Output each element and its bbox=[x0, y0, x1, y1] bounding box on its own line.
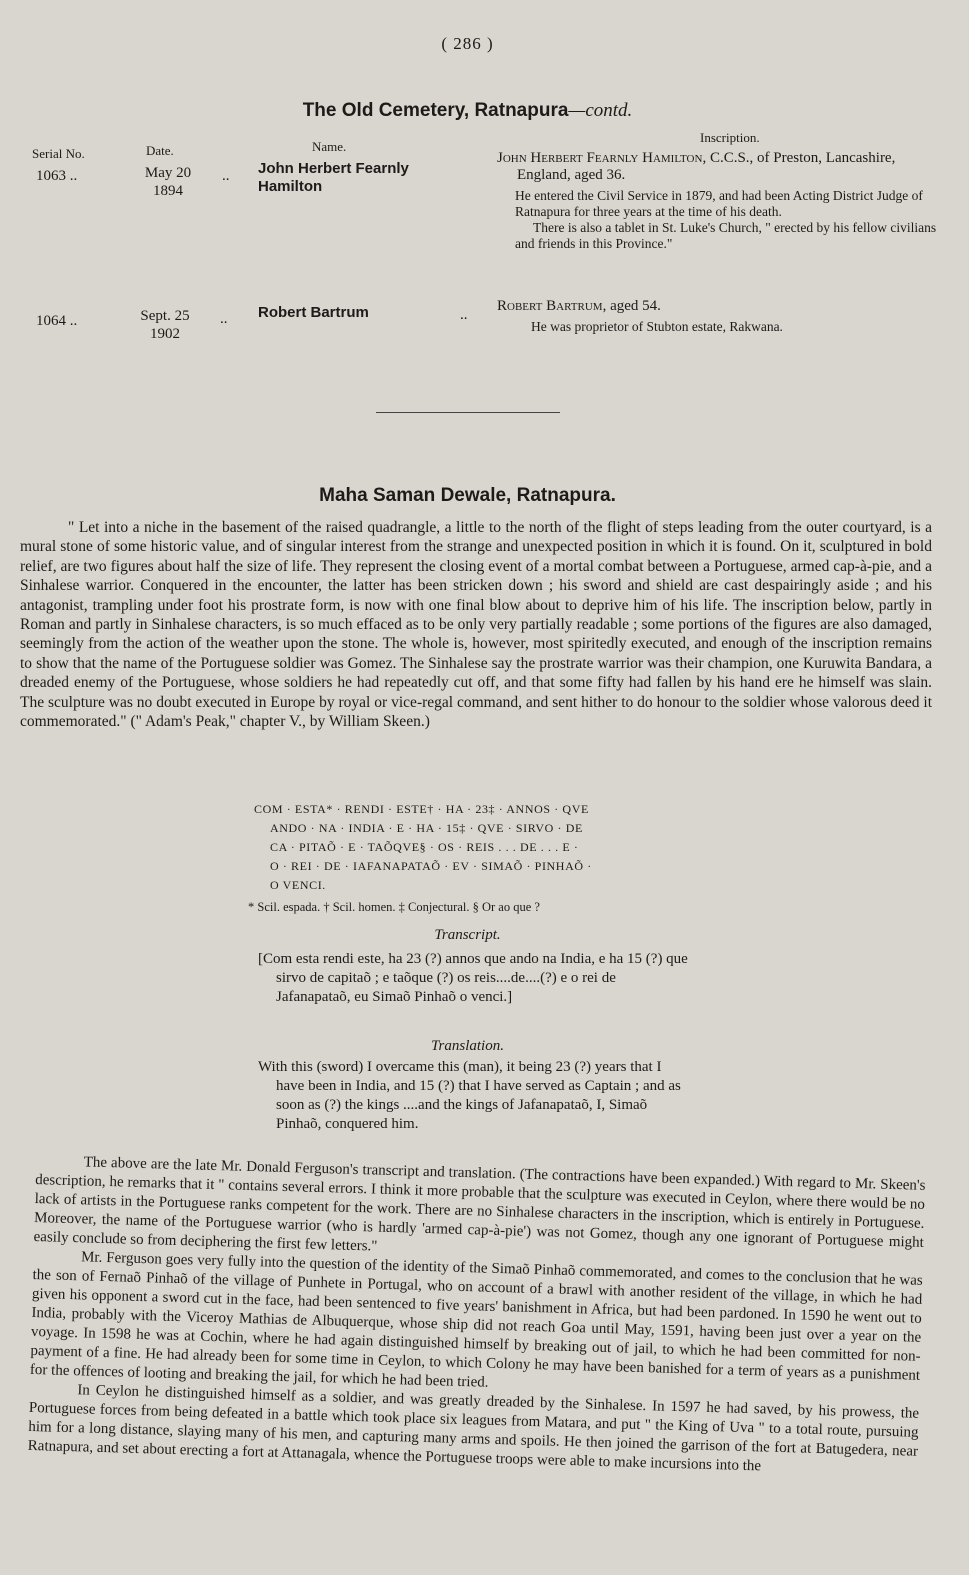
cemetery-title-suffix: —contd. bbox=[568, 100, 633, 121]
entry-inscription: John Herbert Fearnly Hamilton, C.C.S., of Preston, Lancashire, England, aged 36. He entered the Civil Service in 1879, and had been Acting District Judge of Ratnapura for three years at the time of his death. There is also a tablet in St. Luke's Church, " erected by his fellow civilians and friends in this Province." bbox=[497, 150, 937, 251]
col-name-header: Name. bbox=[312, 139, 347, 154]
transcript-heading: Transcript. bbox=[434, 927, 501, 943]
translation-text: With this (sword) I overcame this (man), it being 23 (?) years that I have been in India, and 15 (?) that I have served as Captain ; and as soon as (?) the kings ....and the kings of Jafanapataõ, I, Simaõ Pinhaõ, conquered him. bbox=[258, 1059, 681, 1132]
inscription-footnotes: * Scil. espada. † Scil. homen. ‡ Conjectural. § Or ao que ? bbox=[248, 900, 540, 914]
stone-inscription: COM · ESTA* · RENDI · ESTE† · HA · 23‡ · ANNOS · QVE ANDO · NA · INDIA · E · HA · 15‡ · QVE · SIRVO · DE CA · PITAÕ · E · TAÕQVE§ · OS · REIS . . . DE . . . E · O · REI · DE · IAFANAPATAÕ · EV · SIMAÕ · PINHAÕ · O VENCI. bbox=[254, 802, 592, 892]
dewale-heading: Maha Saman Dewale, Ratnapura. bbox=[319, 485, 616, 506]
col-date-header: Date. bbox=[146, 143, 174, 158]
section-divider bbox=[376, 412, 560, 413]
entry-name-dots: .. bbox=[460, 307, 468, 323]
entry-name: Robert Bartrum bbox=[258, 304, 369, 321]
entry-date: May 20 1894 bbox=[144, 165, 192, 199]
entry-date: Sept. 25 1902 bbox=[140, 308, 190, 342]
page-number: ( 286 ) bbox=[441, 34, 494, 53]
cemetery-title: The Old Cemetery, Ratnapura bbox=[302, 100, 569, 121]
entry-serial: 1064 .. bbox=[36, 313, 78, 329]
col-serial-header: Serial No. bbox=[32, 146, 85, 161]
entry-date-dots: .. bbox=[220, 311, 228, 327]
entry-name: John Herbert Fearnly Hamilton bbox=[258, 160, 409, 195]
entry-serial: 1063 .. bbox=[36, 168, 78, 184]
entry-date-dots: .. bbox=[222, 168, 230, 184]
col-inscription-header: Inscription. bbox=[700, 130, 760, 145]
ferguson-commentary: The above are the late Mr. Donald Ferguson's transcript and translation. (The contractions have been expanded.) With regard to Mr. Skeen's description, he remarks that it " contains several errors. I think it more probable that the sculpture was executed in Ceylon, where there would be no lack of artists in the Portuguese ranks competent for the work. There are no Sinhalese characters in the inscription, which is entirely in Portuguese. Moreover, the name of the Portuguese warrior (who is hardly 'armed cap-à-pie') was not Gomez, though any one ignorant of Portuguese might easily conclude so from deciphering the first few letters." Mr. Ferguson goes very fully into the question of the identity of the Simaõ Pinhaõ commemorated, and comes to the conclusion that he was the son of Fernaõ Pinhaõ of the village of Punhete in Portugal, who on account of a brawl with another resident of the village, in which he had given his opponent a sword cut in the face, had been sentenced to five years' banishment in Africa, but had been pardoned. In 1590 he went out to India, probably with the Viceroy Mathias de Albuquerque, whose ship did not reach Goa until May, 1591, having been just over a year on the voyage. In 1598 he was at Cochin, where he had again distinguished himself by breaking out of jail, to which he had been committed for non-payment of a fine. He had already been for some time in Ceylon, to which Colony he may have been banished for a term of years as a punishment for the offences of looting and breaking the jail, for which he had been tried. In Ceylon he distinguished himself as a soldier, and was greatly dreaded by the Sinhalese. In 1597 he had saved, by his prowess, the Portuguese forces from being defeated in a battle which took place six leagues from Matara, and put " the King of Uva " to a total route, pursuing him for a long distance, slaying many of his men, and capturing many arms and spoils. He then joined the garrison of the fort at Batugedera, near Ratnapura, and set about erecting a fort at Attanagala, whence the Portuguese troops were able to make incursions into the bbox=[27, 1154, 926, 1475]
entry-inscription: Robert Bartrum, aged 54. He was proprietor of Stubton estate, Rakwana. bbox=[497, 298, 783, 334]
dewale-quote-paragraph: " Let into a niche in the basement of the raised quadrangle, a little to the north of the flight of steps leading from the outer courtyard, is a mural stone of some historic value, and of singular interest from the strange and unexpected position in which it is found. On it, sculptured in bold relief, are two figures about half the size of life. They represent the closing event of a mortal combat between a Portuguese, armed cap-à-pie, and a Sinhalese warrior. Conquered in the encounter, the latter has been stricken down ; his sword and shield are cast despairingly aside ; and his antagonist, trampling under foot his prostrate form, is now with one final blow about to deprive him of his life. The inscription below, partly in Roman and partly in Sinhalese characters, is so much effaced as to be only very partially readable ; some portions of the figures are also damaged, seemingly from the action of the weather upon the stone. The whole is, however, most spiritedly executed, and enough of the inscription remains to show that the name of the Portuguese soldier was Gomez. The Sinhalese say the prostrate warrior was their champion, one Kuruwita Bandara, a dreaded enemy of the Portuguese, whose soldiers he had repeatedly cut off, and that some fifty had fallen by his hand ere he himself was slain. The sculpture was no doubt executed in Europe by royal or vice-regal command, and sent hither to do honour to the soldier whose valorous deed it commemorated." (" Adam's Peak," chapter V., by William Skeen.) bbox=[20, 519, 932, 731]
translation-heading: Translation. bbox=[431, 1038, 504, 1054]
transcript-text: [Com esta rendi este, ha 23 (?) annos que ando na India, e ha 15 (?) que sirvo de capitaõ ; e taõque (?) os reis....de....(?) e o rei de Jafanapataõ, eu Simaõ Pinhaõ o venci.] bbox=[258, 951, 688, 1005]
cemetery-heading bbox=[0, 100, 935, 122]
